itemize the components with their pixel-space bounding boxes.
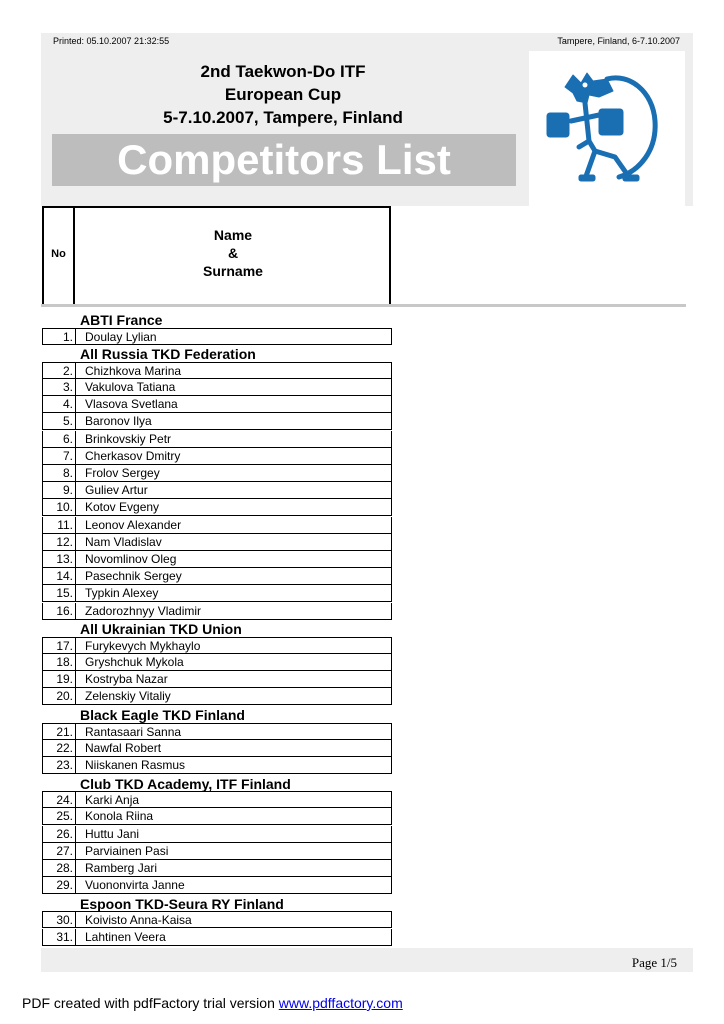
competitor-name: Parviainen Pasi: [85, 843, 169, 858]
competitor-number: 22.: [43, 740, 76, 756]
competitor-name: Vuononvirta Janne: [85, 878, 185, 893]
header-name-line1: Name: [213, 227, 253, 243]
header-no-label: No: [51, 248, 66, 260]
competitor-name: Konola Riina: [85, 809, 154, 824]
competitor-number: 16.: [43, 603, 76, 619]
competitor-number: 26.: [43, 826, 76, 842]
club-heading: Espoon TKD-Seura RY Finland: [80, 895, 284, 912]
competitor-row: [42, 740, 392, 757]
competitor-row: [42, 328, 392, 345]
competitor-number: 24.: [43, 792, 76, 807]
bear-mascot-icon: [529, 51, 685, 206]
competitor-name: Cherkasov Dmitry: [85, 448, 181, 463]
logo-side-strip: [685, 55, 693, 206]
competitor-name: Gryshchuk Mykola: [85, 654, 184, 669]
competitor-row: [42, 396, 392, 413]
header-rule: [41, 304, 686, 307]
club-heading: Black Eagle TKD Finland: [80, 707, 245, 723]
competitor-row: [42, 585, 392, 602]
competitor-name: Karki Anja: [85, 793, 140, 808]
competitor-name: Novomlinov Oleg: [85, 551, 177, 566]
competitor-name: Zelenskiy Vitaliy: [85, 689, 171, 704]
header-name-label: [75, 226, 391, 280]
printed-timestamp: Printed: 05.10.2007 21:32:55: [53, 36, 170, 46]
event-title-line3: 5-7.10.2007, Tampere, Finland: [163, 108, 403, 127]
competitor-row: [42, 911, 392, 928]
competitor-number: 6.: [43, 431, 76, 447]
competitor-number: 27.: [43, 843, 76, 859]
competitor-number: 10.: [43, 499, 76, 515]
competitor-row: [42, 877, 392, 894]
competitor-name: Baronov Ilya: [85, 414, 152, 429]
competitor-name: Kotov Evgeny: [85, 500, 160, 515]
competitor-row: [42, 826, 392, 843]
page-number: Page 1/5: [631, 955, 677, 970]
competitor-name: Pasechnik Sergey: [85, 569, 182, 584]
competitor-row: [42, 637, 392, 654]
club-heading: All Russia TKD Federation: [80, 346, 256, 363]
competitor-name: Rantasaari Sanna: [85, 724, 182, 739]
competitor-name: Frolov Sergey: [85, 465, 160, 480]
competitor-row: [42, 603, 392, 620]
competitor-row: [42, 688, 392, 705]
competitor-row: [42, 568, 392, 585]
competitor-number: 1.: [43, 329, 76, 344]
pdf-creator-text: PDF created with pdfFactory trial version: [22, 995, 279, 1011]
competitor-row: [42, 757, 392, 774]
competitor-row: [42, 499, 392, 516]
competitor-row: [42, 517, 392, 534]
competitor-row: [42, 431, 392, 448]
club-heading: Club TKD Academy, ITF Finland: [80, 775, 291, 792]
competitor-number: 11.: [43, 517, 76, 533]
club-heading: ABTI France: [80, 312, 163, 328]
competitor-number: 4.: [43, 396, 76, 412]
competitor-name: Kostryba Nazar: [85, 672, 168, 687]
page-title: Competitors List: [117, 136, 451, 183]
competitor-name: Zadorozhnyy Vladimir: [85, 603, 202, 618]
competitor-name: Doulay Lylian: [85, 329, 157, 344]
competitor-number: 8.: [43, 465, 76, 481]
competitor-number: 5.: [43, 413, 76, 429]
competitor-number: 20.: [43, 688, 76, 704]
competitor-number: 9.: [43, 482, 76, 498]
header-name-line3: Surname: [203, 263, 263, 279]
club-heading: All Ukrainian TKD Union: [80, 621, 242, 638]
competitor-number: 15.: [43, 585, 76, 601]
competitor-row: [42, 671, 392, 688]
competitor-number: 29.: [43, 877, 76, 893]
event-title-line2: European Cup: [224, 85, 342, 104]
competitor-number: 21.: [43, 724, 76, 739]
competitor-name: Vakulova Tatiana: [85, 379, 176, 394]
competitor-row: [42, 723, 392, 740]
competitor-name: Niiskanen Rasmus: [85, 757, 186, 772]
competitor-number: 12.: [43, 534, 76, 550]
competitor-row: [42, 448, 392, 465]
competitor-row: [42, 379, 392, 396]
page-footer-bar: [41, 948, 693, 972]
competitor-name: Leonov Alexander: [85, 517, 182, 532]
competitor-row: [42, 654, 392, 671]
competitor-name: Ramberg Jari: [85, 860, 158, 875]
competitor-row: [42, 808, 392, 825]
header-name-line2: &: [227, 245, 239, 261]
competitor-row: [42, 362, 392, 379]
competitor-number: 14.: [43, 568, 76, 584]
competitor-number: 13.: [43, 551, 76, 567]
competitor-number: 19.: [43, 671, 76, 687]
pdffactory-link[interactable]: www.pdffactory.com: [278, 995, 403, 1011]
competitor-name: Nawfal Robert: [85, 740, 162, 755]
competitor-row: [42, 929, 392, 946]
competitor-row: [42, 413, 392, 430]
competitor-number: 17.: [43, 638, 76, 653]
competitor-row: [42, 482, 392, 499]
competitor-number: 3.: [43, 379, 76, 395]
competitor-number: 31.: [43, 929, 76, 945]
competitor-row: [42, 791, 392, 808]
competitor-row: [42, 860, 392, 877]
competitor-name: Chizhkova Marina: [85, 363, 182, 378]
competitor-name: Guliev Artur: [85, 483, 148, 498]
competitor-name: Typkin Alexey: [85, 586, 159, 601]
competitor-row: [42, 534, 392, 551]
competitor-number: 2.: [43, 363, 76, 378]
logo-panel: [529, 51, 685, 206]
competitor-name: Koivisto Anna-Kaisa: [85, 913, 192, 928]
competitor-number: 28.: [43, 860, 76, 876]
competitor-number: 30.: [43, 912, 76, 927]
event-location-date: Tampere, Finland, 6-7.10.2007: [557, 36, 680, 46]
competitor-row: [42, 465, 392, 482]
competitor-row: [42, 551, 392, 568]
competitor-number: 18.: [43, 654, 76, 670]
competitor-number: 25.: [43, 808, 76, 824]
competitor-name: Furykevych Mykhaylo: [85, 638, 201, 653]
competitor-row: [42, 843, 392, 860]
competitor-number: 7.: [43, 448, 76, 464]
competitor-name: Brinkovskiy Petr: [85, 431, 172, 446]
pdf-creator-note: [22, 995, 403, 1011]
event-title-line1: 2nd Taekwon-Do ITF: [200, 62, 366, 81]
competitor-name: Lahtinen Veera: [85, 929, 166, 944]
competitor-name: Nam Vladislav: [85, 534, 162, 549]
competitor-number: 23.: [43, 757, 76, 773]
competitor-name: Vlasova Svetlana: [85, 397, 178, 412]
competitor-name: Huttu Jani: [85, 826, 140, 841]
